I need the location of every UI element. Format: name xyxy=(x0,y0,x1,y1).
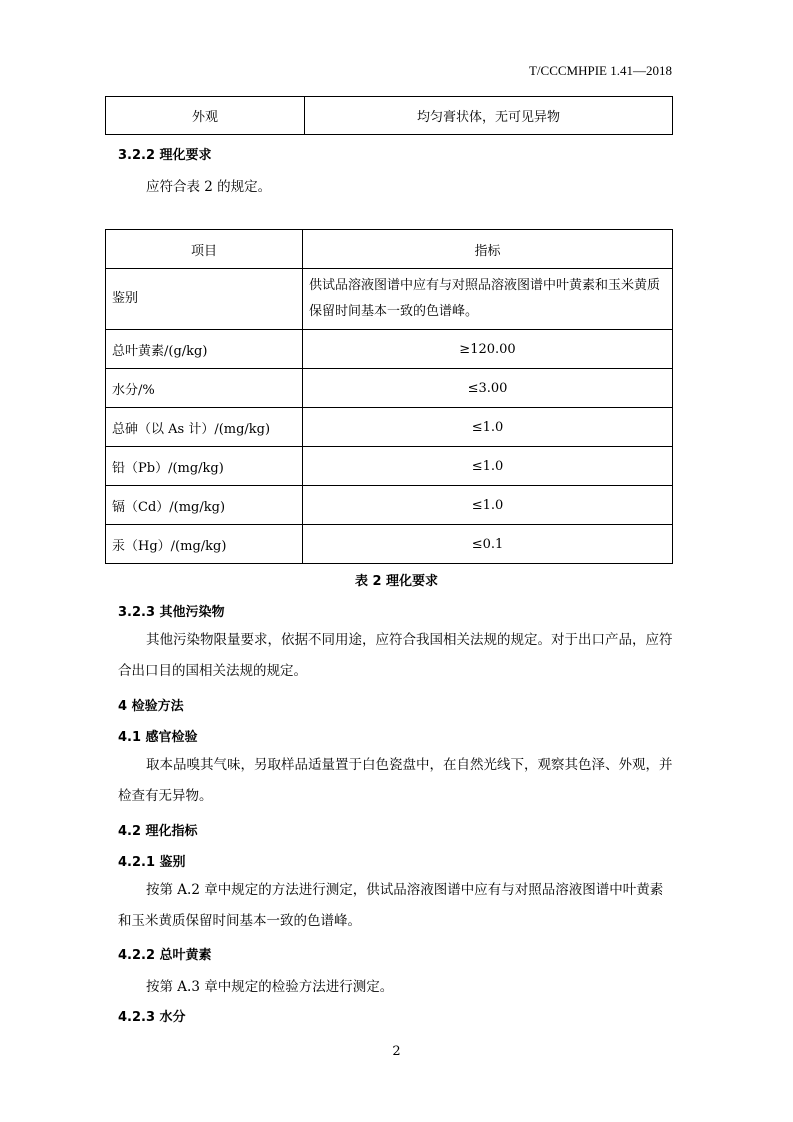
table-row xyxy=(106,269,673,330)
table-cell-value: 供试品溶液图谱中应有与对照品溶液图谱中叶黄素和玉米黄质保留时间基本一致的色谱峰。 xyxy=(303,269,673,330)
table-cell-item: 铅（Pb）/(mg/kg) xyxy=(106,447,303,486)
section-heading-3-2-2: 3.2.2 理化要求 xyxy=(118,148,212,163)
table-cell-value: ≤1.0 xyxy=(303,408,673,447)
table-cell-item: 总叶黄素/(g/kg) xyxy=(106,330,303,369)
section-heading-4-2-1: 4.2.1 鉴别 xyxy=(118,855,186,870)
section-text-4-2-2: 按第 A.3 章中规定的检验方法进行测定。 xyxy=(146,979,394,995)
table-cell-item: 水分/% xyxy=(106,369,303,408)
section-heading-3-2-3: 3.2.3 其他污染物 xyxy=(118,605,225,620)
table-row xyxy=(106,486,673,525)
table-row xyxy=(106,330,673,369)
table-header-item: 项目 xyxy=(106,230,303,269)
table-row xyxy=(106,447,673,486)
table-row xyxy=(106,408,673,447)
table-cell-item: 外观 xyxy=(106,97,305,135)
section-text-3-2-2: 应符合表 2 的规定。 xyxy=(146,179,272,195)
section-heading-4-2-3: 4.2.3 水分 xyxy=(118,1010,186,1025)
physicochemical-table xyxy=(105,229,673,564)
table-cell-value: ≤1.0 xyxy=(303,447,673,486)
section-heading-4: 4 检验方法 xyxy=(118,699,184,714)
section-text-4-1: 取本品嗅其气味，另取样品适量置于白色瓷盘中，在自然光线下，观察其色泽、外观，并检查有无异物。 xyxy=(118,757,673,804)
section-heading-4-2: 4.2 理化指标 xyxy=(118,824,198,839)
page-number: 2 xyxy=(392,1044,401,1059)
section-heading-4-2-2: 4.2.2 总叶黄素 xyxy=(118,948,212,963)
table-cell-item: 汞（Hg）/(mg/kg) xyxy=(106,525,303,564)
table-cell-value: 均匀膏状体，无可见异物 xyxy=(305,97,673,135)
table-row xyxy=(106,525,673,564)
table-cell-item: 镉（Cd）/(mg/kg) xyxy=(106,486,303,525)
section-text-4-2-1: 按第 A.2 章中规定的方法进行测定，供试品溶液图谱中应有与对照品溶液图谱中叶黄素和玉米黄质保留时间基本一致的色谱峰。 xyxy=(118,882,664,929)
table-header-value: 指标 xyxy=(303,230,673,269)
table-row xyxy=(106,97,673,135)
table-header-row xyxy=(106,230,673,269)
table-cell-item: 总砷（以 As 计）/(mg/kg) xyxy=(106,408,303,447)
table-cell-value: ≤1.0 xyxy=(303,486,673,525)
section-text-3-2-3: 其他污染物限量要求，依据不同用途，应符合我国相关法规的规定。对于出口产品，应符合出口目的国相关法规的规定。 xyxy=(118,632,673,679)
table-row xyxy=(106,369,673,408)
table-cell-value: ≤0.1 xyxy=(303,525,673,564)
table-caption: 表 2 理化要求 xyxy=(354,574,439,589)
table-cell-value: ≤3.00 xyxy=(303,369,673,408)
appearance-table xyxy=(105,96,673,135)
document-code: T/CCCMHPIE 1.41—2018 xyxy=(528,63,672,78)
section-heading-4-1: 4.1 感官检验 xyxy=(118,730,198,745)
table-cell-value: ≥120.00 xyxy=(303,330,673,369)
table-cell-item: 鉴别 xyxy=(106,269,303,330)
